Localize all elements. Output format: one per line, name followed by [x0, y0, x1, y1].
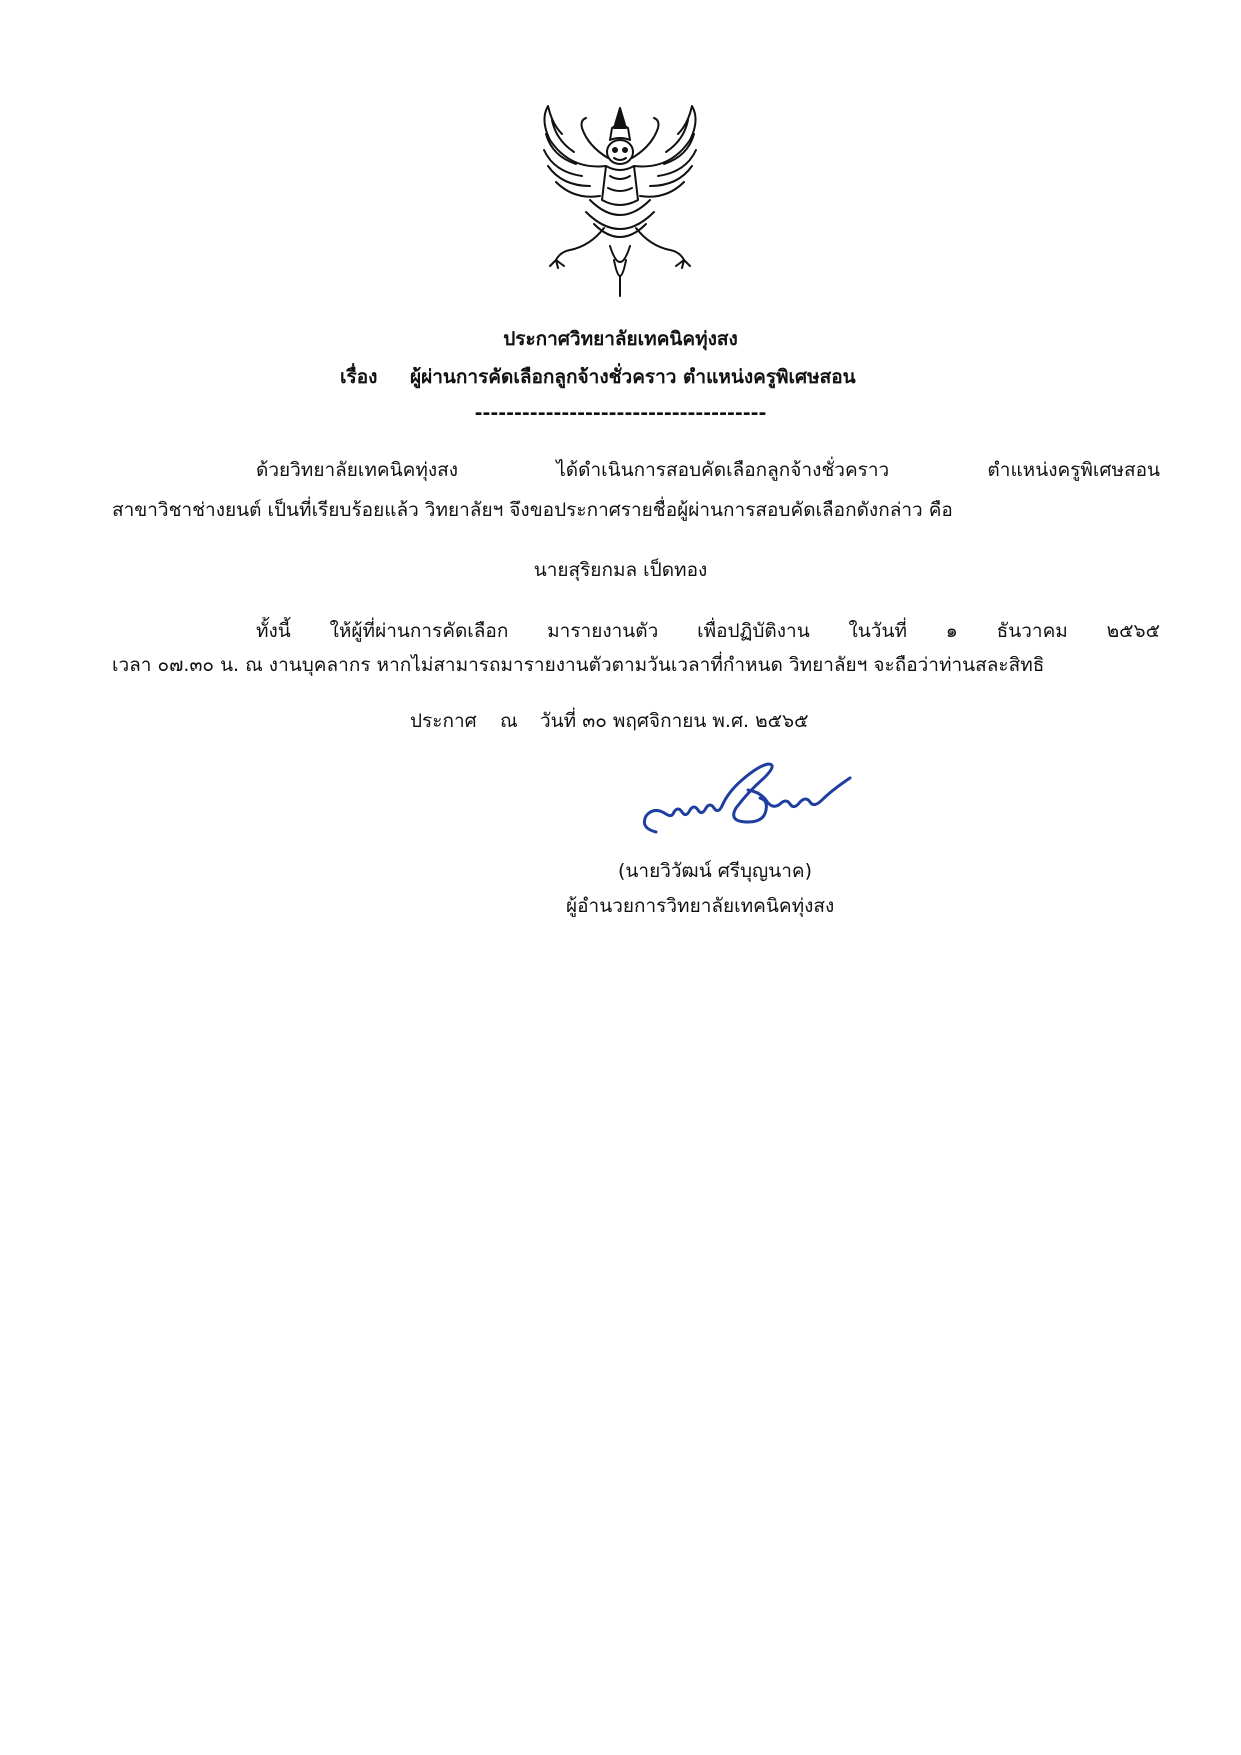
- announcement-date-line: [410, 708, 808, 734]
- subject-text: ผู้ผ่านการคัดเลือกลูกจ้างชั่วคราว ตำแหน่งครูพิเศษสอน: [410, 366, 856, 388]
- selected-candidate-name: นายสุริยกมล เป็ดทอง: [533, 559, 708, 581]
- document-title: ประกาศวิทยาลัยเทคนิคทุ่งสง: [503, 328, 738, 350]
- paragraph-1-line-2: สาขาวิชาช่างยนต์ เป็นที่เรียบร้อยแล้ว วิทยาลัยฯ จึงขอประกาศรายชื่อผู้ผ่านการสอบคัดเลือกดังกล่าว คือ: [112, 499, 953, 521]
- garuda-emblem-icon: [530, 100, 710, 300]
- subject-label: เรื่อง: [340, 366, 378, 388]
- announce-at: ณ: [500, 710, 518, 732]
- announce-word: ประกาศ: [410, 710, 477, 732]
- signature-icon: [636, 752, 866, 852]
- announce-date: วันที่ ๓๐ พฤศจิกายน พ.ศ. ๒๕๖๕: [540, 710, 809, 732]
- paragraph-2-line-2: เวลา ๐๗.๓๐ น. ณ งานบุคลากร หากไม่สามารถมารายงานตัวตามวันเวลาที่กำหนด วิทยาลัยฯ จะถือว่าท่านสละสิทธิ: [112, 654, 1045, 676]
- paragraph-1-line-1: ด้วยวิทยาลัยเทคนิคทุ่งสง ได้ดำเนินการสอบคัดเลือกลูกจ้างชั่วคราว ตำแหน่งครูพิเศษสอน: [256, 459, 1160, 481]
- signer-title: ผู้อำนวยการวิทยาลัยเทคนิคทุ่งสง: [566, 895, 835, 917]
- heading-divider: -------------------------------------: [474, 402, 767, 424]
- document-subject: [340, 364, 856, 390]
- paragraph-2-line-1: ทั้งนี้ ให้ผู้ที่ผ่านการคัดเลือก มารายงานตัว เพื่อปฏิบัติงาน ในวันที่ ๑ ธันวาคม ๒๕๖๕: [256, 620, 1160, 642]
- signer-name: (นายวิวัฒน์ ศรีบุญนาค): [618, 860, 813, 882]
